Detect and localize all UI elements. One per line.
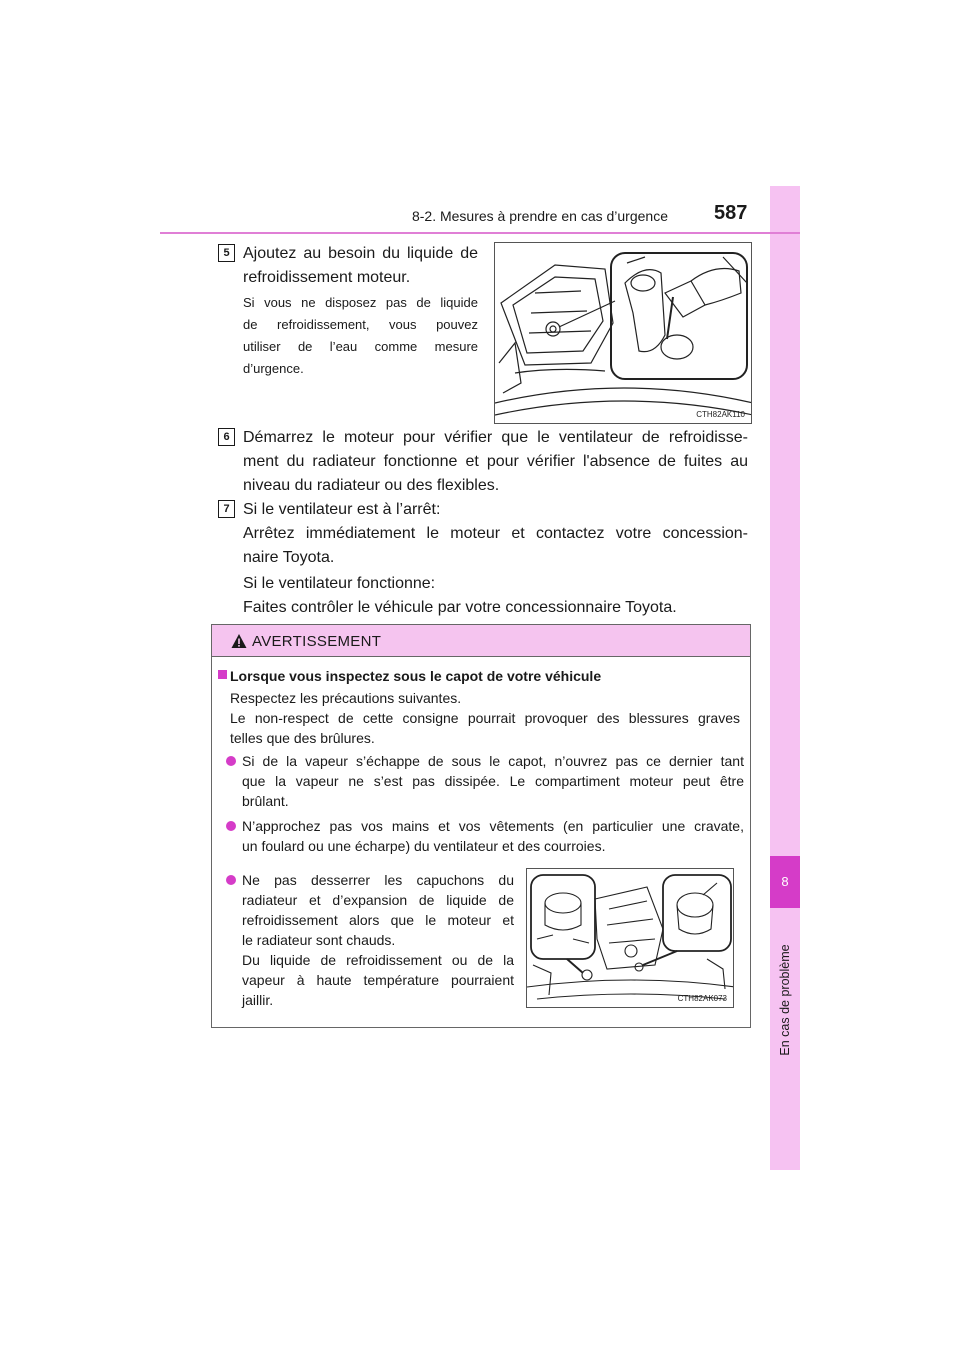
warning-heading: Lorsque vous inspectez sous le capot de votre véhicule bbox=[230, 668, 602, 684]
step-7-line-4: Si le ventilateur fonctionne: bbox=[243, 575, 436, 592]
step-5-note-4: d’urgence. bbox=[243, 361, 304, 376]
step-6-line-3: niveau du radiateur ou des flexibles. bbox=[243, 477, 500, 494]
step-7-line-2: Arrêtez immédiatement le moteur et contactez votre concession- bbox=[243, 525, 748, 542]
warning-bullet-3-line-5: Du liquide de refroidissement ou de la bbox=[242, 952, 514, 968]
warning-intro-3: telles que des brûlures. bbox=[230, 730, 375, 746]
figure-code-2: CTH82AK073 bbox=[677, 994, 727, 1003]
warning-bullet-1-line-2: que la vapeur ne s’est pas dissipée. Le compartiment moteur peut être bbox=[242, 773, 744, 789]
step-6-line-2: ment du radiateur fonctionne et pour vérifier l'absence de fuites au bbox=[243, 453, 748, 470]
header-rule bbox=[160, 232, 800, 234]
section-title: 8-2. Mesures à prendre en cas d’urgence bbox=[411, 208, 668, 224]
coolant-refill-figure bbox=[494, 242, 752, 424]
warning-bullet-3-line-1: Ne pas desserrer les capuchons du bbox=[242, 872, 514, 888]
step-6-line-1: Démarrez le moteur pour vérifier que le ventilateur de refroidisse- bbox=[243, 429, 748, 446]
bullet-dot-2 bbox=[226, 821, 236, 831]
warning-header bbox=[212, 625, 750, 657]
step-7-line-5: Faites contrôler le véhicule par votre concessionnaire Toyota. bbox=[243, 599, 677, 616]
chapter-label: En cas de problème bbox=[778, 944, 792, 1056]
step-7-line-1: Si le ventilateur est à l’arrêt: bbox=[243, 501, 441, 518]
radiator-caps-illustration bbox=[527, 869, 734, 1008]
step-7-line-3: naire Toyota. bbox=[243, 549, 335, 566]
warning-bullet-2-line-2: un foulard ou une écharpe) du ventilateur et des courroies. bbox=[242, 838, 606, 854]
figure-code-1: CTH82AK110 bbox=[696, 410, 745, 419]
warning-triangle-icon bbox=[231, 633, 247, 649]
warning-intro-2: Le non-respect de cette consigne pourrait provoquer des blessures graves bbox=[230, 710, 740, 726]
engine-bay-illustration bbox=[495, 243, 752, 424]
step-5-note-3: utiliser de l’eau comme mesure bbox=[243, 339, 478, 354]
warning-heading-marker bbox=[218, 670, 227, 679]
step-number-5: 5 bbox=[218, 244, 235, 262]
step-5-note-2: de refroidissement, vous pouvez bbox=[243, 317, 478, 332]
step-number-7: 7 bbox=[218, 500, 235, 518]
warning-bullet-1-line-1: Si de la vapeur s’échappe de sous le capot, n’ouvrez pas ce dernier tant bbox=[242, 753, 744, 769]
warning-bullet-3-line-7: jaillir. bbox=[242, 992, 274, 1008]
bullet-dot-1 bbox=[226, 756, 236, 766]
warning-bullet-3-line-4: le radiateur sont chauds. bbox=[242, 932, 396, 948]
step-5-line-1: Ajoutez au besoin du liquide de bbox=[243, 245, 478, 262]
warning-bullet-1-line-3: brûlant. bbox=[242, 793, 289, 809]
chapter-number-badge: 8 bbox=[770, 856, 800, 908]
warning-title: AVERTISSEMENT bbox=[252, 633, 382, 650]
warning-intro-1: Respectez les précautions suivantes. bbox=[230, 690, 462, 706]
bullet-dot-3 bbox=[226, 875, 236, 885]
step-5-line-2: refroidissement moteur. bbox=[243, 269, 411, 286]
radiator-caps-figure bbox=[526, 868, 734, 1008]
warning-bullet-3-line-2: radiateur et d’expansion de liquide de bbox=[242, 892, 514, 908]
warning-bullet-3-line-3: refroidissement alors que le moteur et bbox=[242, 912, 514, 928]
step-number-6: 6 bbox=[218, 428, 235, 446]
warning-bullet-3-line-6: vapeur à haute température pourraient bbox=[242, 972, 514, 988]
step-5-note-1: Si vous ne disposez pas de liquide bbox=[243, 295, 478, 310]
page-number: 587 bbox=[714, 202, 748, 224]
warning-bullet-2-line-1: N’approchez pas vos mains et vos vêtements (en particulier une cravate, bbox=[242, 818, 744, 834]
